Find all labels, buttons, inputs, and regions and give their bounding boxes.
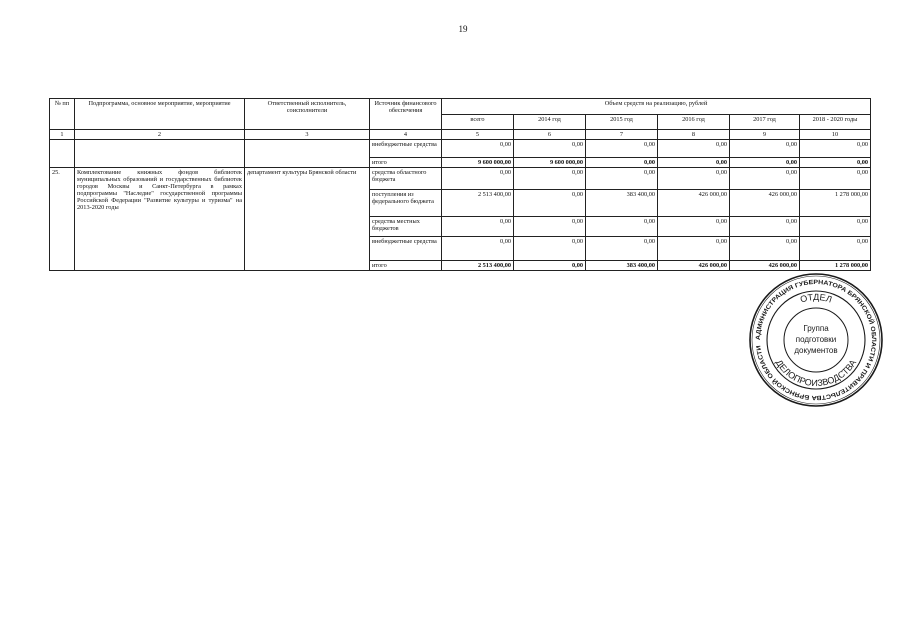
column-number: 7 bbox=[586, 130, 658, 140]
value-cell: 9 600 000,00 bbox=[514, 158, 586, 168]
column-number: 6 bbox=[514, 130, 586, 140]
table-row bbox=[50, 168, 871, 190]
value-cell: 426 000,00 bbox=[730, 190, 800, 217]
value-cell: 0,00 bbox=[658, 140, 730, 158]
value-cell: 0,00 bbox=[658, 217, 730, 237]
value-cell: 0,00 bbox=[586, 158, 658, 168]
column-number: 4 bbox=[370, 130, 442, 140]
value-cell: 0,00 bbox=[442, 237, 514, 261]
value-cell: 383 400,00 bbox=[586, 261, 658, 271]
item-number: 25. bbox=[50, 168, 75, 271]
header-total: всего bbox=[442, 115, 514, 130]
value-cell: 0,00 bbox=[442, 217, 514, 237]
value-cell: 426 000,00 bbox=[658, 190, 730, 217]
value-cell: 0,00 bbox=[730, 168, 800, 190]
empty-cell bbox=[50, 140, 75, 168]
value-cell: 9 600 000,00 bbox=[442, 158, 514, 168]
value-cell: 426 000,00 bbox=[658, 261, 730, 271]
header-volume: Объем средств на реализацию, рублей bbox=[442, 99, 871, 115]
value-cell: 0,00 bbox=[730, 237, 800, 261]
header-program: Подпрограмма, основное мероприятие, мероприятие bbox=[75, 99, 245, 130]
header-2015: 2015 год bbox=[586, 115, 658, 130]
value-cell: 0,00 bbox=[586, 168, 658, 190]
source-cell: средства местных бюджетов bbox=[370, 217, 442, 237]
source-cell: поступления из федерального бюджета bbox=[370, 190, 442, 217]
empty-cell bbox=[75, 140, 245, 168]
value-cell: 0,00 bbox=[800, 237, 871, 261]
stamp-center-line: подготовки bbox=[795, 335, 837, 344]
source-cell: итого bbox=[370, 158, 442, 168]
value-cell: 0,00 bbox=[514, 237, 586, 261]
header-2014: 2014 год bbox=[514, 115, 586, 130]
value-cell: 0,00 bbox=[514, 140, 586, 158]
source-cell: итого bbox=[370, 261, 442, 271]
column-number: 2 bbox=[75, 130, 245, 140]
value-cell: 0,00 bbox=[730, 140, 800, 158]
stamp-center-line: документов bbox=[794, 346, 838, 355]
value-cell: 0,00 bbox=[800, 140, 871, 158]
header-2018-2020: 2018 - 2020 годы bbox=[800, 115, 871, 130]
value-cell: 0,00 bbox=[586, 140, 658, 158]
empty-cell bbox=[245, 140, 370, 168]
header-2017: 2017 год bbox=[730, 115, 800, 130]
column-number: 10 bbox=[800, 130, 871, 140]
column-number: 5 bbox=[442, 130, 514, 140]
office-stamp bbox=[748, 272, 884, 408]
value-cell: 0,00 bbox=[800, 217, 871, 237]
item-program: Комплектование книжных фондов библиотек муниципальных образований и государственных библиотек городов Москвы и Санкт-Петербурга в рамках подпрограммы "Наследие" государственной программы Российской Федерации "Развитие культуры и туризма" на 2013-2020 годы bbox=[75, 168, 245, 271]
source-cell: внебюджетные средства bbox=[370, 140, 442, 158]
value-cell: 0,00 bbox=[800, 158, 871, 168]
value-cell: 0,00 bbox=[514, 190, 586, 217]
value-cell: 2 513 400,00 bbox=[442, 190, 514, 217]
budget-table bbox=[49, 98, 871, 271]
value-cell: 1 278 000,00 bbox=[800, 261, 871, 271]
header-source: Источник финансового обеспечения bbox=[370, 99, 442, 130]
value-cell: 0,00 bbox=[442, 168, 514, 190]
value-cell: 0,00 bbox=[730, 217, 800, 237]
value-cell: 0,00 bbox=[730, 158, 800, 168]
stamp-dept-bottom: ДЕЛОПРОИЗВОДСТВА bbox=[773, 357, 859, 389]
header-executor: Ответственный исполнитель, соисполнители bbox=[245, 99, 370, 130]
column-number: 1 bbox=[50, 130, 75, 140]
column-number: 9 bbox=[730, 130, 800, 140]
page-number: 19 bbox=[458, 24, 468, 34]
item-executor: департамент культуры Брянской области bbox=[245, 168, 370, 271]
column-number-row bbox=[50, 130, 871, 140]
stamp-outer-text: АДМИНИСТРАЦИЯ ГУБЕРНАТОРА БРЯНСКОЙ ОБЛАСТИ И ПРАВИТЕЛЬСТВА БРЯНСКОЙ ОБЛАСТИ bbox=[754, 278, 878, 402]
value-cell: 2 513 400,00 bbox=[442, 261, 514, 271]
value-cell: 1 278 000,00 bbox=[800, 190, 871, 217]
value-cell: 0,00 bbox=[658, 237, 730, 261]
header-row bbox=[50, 99, 871, 115]
column-number: 8 bbox=[658, 130, 730, 140]
value-cell: 0,00 bbox=[514, 261, 586, 271]
value-cell: 0,00 bbox=[514, 168, 586, 190]
stamp-dept-top: ОТДЕЛ bbox=[798, 291, 834, 305]
value-cell: 0,00 bbox=[586, 217, 658, 237]
value-cell: 0,00 bbox=[658, 158, 730, 168]
value-cell: 0,00 bbox=[658, 168, 730, 190]
value-cell: 0,00 bbox=[800, 168, 871, 190]
table-row bbox=[50, 140, 871, 158]
value-cell: 426 000,00 bbox=[730, 261, 800, 271]
stamp-center-line: Группа bbox=[803, 324, 829, 333]
source-cell: внебюджетные средства bbox=[370, 237, 442, 261]
source-cell: средства областного бюджета bbox=[370, 168, 442, 190]
value-cell: 0,00 bbox=[514, 217, 586, 237]
column-number: 3 bbox=[245, 130, 370, 140]
value-cell: 0,00 bbox=[442, 140, 514, 158]
value-cell: 383 400,00 bbox=[586, 190, 658, 217]
value-cell: 0,00 bbox=[586, 237, 658, 261]
header-2016: 2016 год bbox=[658, 115, 730, 130]
header-num: № пп bbox=[50, 99, 75, 130]
